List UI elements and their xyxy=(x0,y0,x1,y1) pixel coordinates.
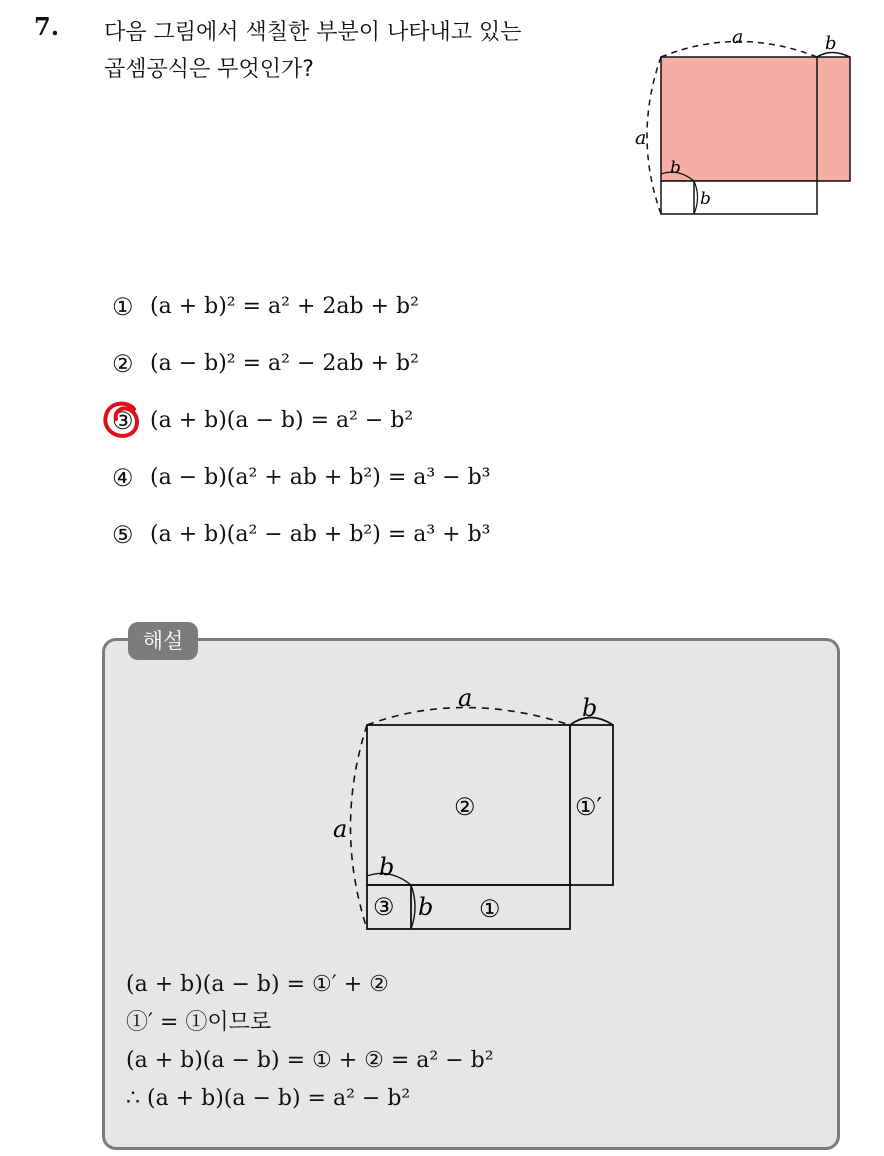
choice-2-expression: (a − b)² = a² − 2ab + b² xyxy=(150,351,419,376)
answer-circle-mark xyxy=(98,395,148,445)
choice-5[interactable] xyxy=(112,506,712,563)
bottom-strip xyxy=(661,181,817,214)
solution-figure xyxy=(322,682,632,934)
shaded-region xyxy=(661,57,850,181)
choice-4-expression: (a − b)(a² + ab + b²) = a³ − b³ xyxy=(150,465,491,490)
solution-line-4: ∴ (a + b)(a − b) = a² − b² xyxy=(126,1086,411,1111)
region-1-prime-label: ①′ xyxy=(575,793,602,821)
question-line-2: 곱셈공식은 무엇인가? xyxy=(104,57,314,82)
label-b-small-top: b xyxy=(670,158,681,178)
brace-a-left xyxy=(647,57,661,214)
choice-5-expression: (a + b)(a² − ab + b²) = a³ + b³ xyxy=(150,522,491,547)
label-a-top: a xyxy=(458,684,473,712)
solution-line-2: ①′ = ①이므로 xyxy=(126,1010,272,1035)
label-b-small-top: b xyxy=(379,853,395,881)
region-1-strip xyxy=(367,885,570,929)
brace-a-left xyxy=(351,725,368,929)
choice-3-expression: (a + b)(a − b) = a² − b² xyxy=(150,408,414,433)
solution-text xyxy=(126,966,494,1118)
label-a-left: a xyxy=(333,815,348,843)
label-a-top: a xyxy=(732,26,744,48)
choice-2[interactable] xyxy=(112,335,712,392)
problem-figure xyxy=(628,26,868,222)
label-b-small-side: b xyxy=(700,189,711,209)
choice-1-expression: (a + b)² = a² + 2ab + b² xyxy=(150,294,419,319)
region-1-label: ① xyxy=(479,895,501,923)
choice-1[interactable] xyxy=(112,278,712,335)
label-a-left: a xyxy=(635,127,647,149)
answer-choices xyxy=(112,278,712,563)
choice-3-number-wrap xyxy=(112,407,150,435)
label-b-top: b xyxy=(825,33,837,54)
choice-4-number: ④ xyxy=(112,463,134,492)
choice-3-number: ③ xyxy=(112,406,134,435)
solution-line-1: (a + b)(a − b) = ①′ + ② xyxy=(126,972,389,997)
solution-line-3: (a + b)(a − b) = ① + ② = a² − b² xyxy=(126,1048,494,1073)
question-line-1: 다음 그림에서 색칠한 부분이 나타내고 있는 xyxy=(104,20,522,45)
label-b-small-side: b xyxy=(418,893,434,921)
choice-5-number: ⑤ xyxy=(112,520,134,549)
region-3-label: ③ xyxy=(373,893,395,921)
choice-4[interactable] xyxy=(112,449,712,506)
choice-2-number: ② xyxy=(112,349,134,378)
choice-1-number: ① xyxy=(112,292,134,321)
question-number: 7. xyxy=(34,12,60,41)
region-2-label: ② xyxy=(454,793,476,821)
question-text xyxy=(104,14,624,88)
choice-3[interactable] xyxy=(112,392,712,449)
solution-tag: 해설 xyxy=(128,622,198,660)
label-b-top: b xyxy=(582,694,598,722)
